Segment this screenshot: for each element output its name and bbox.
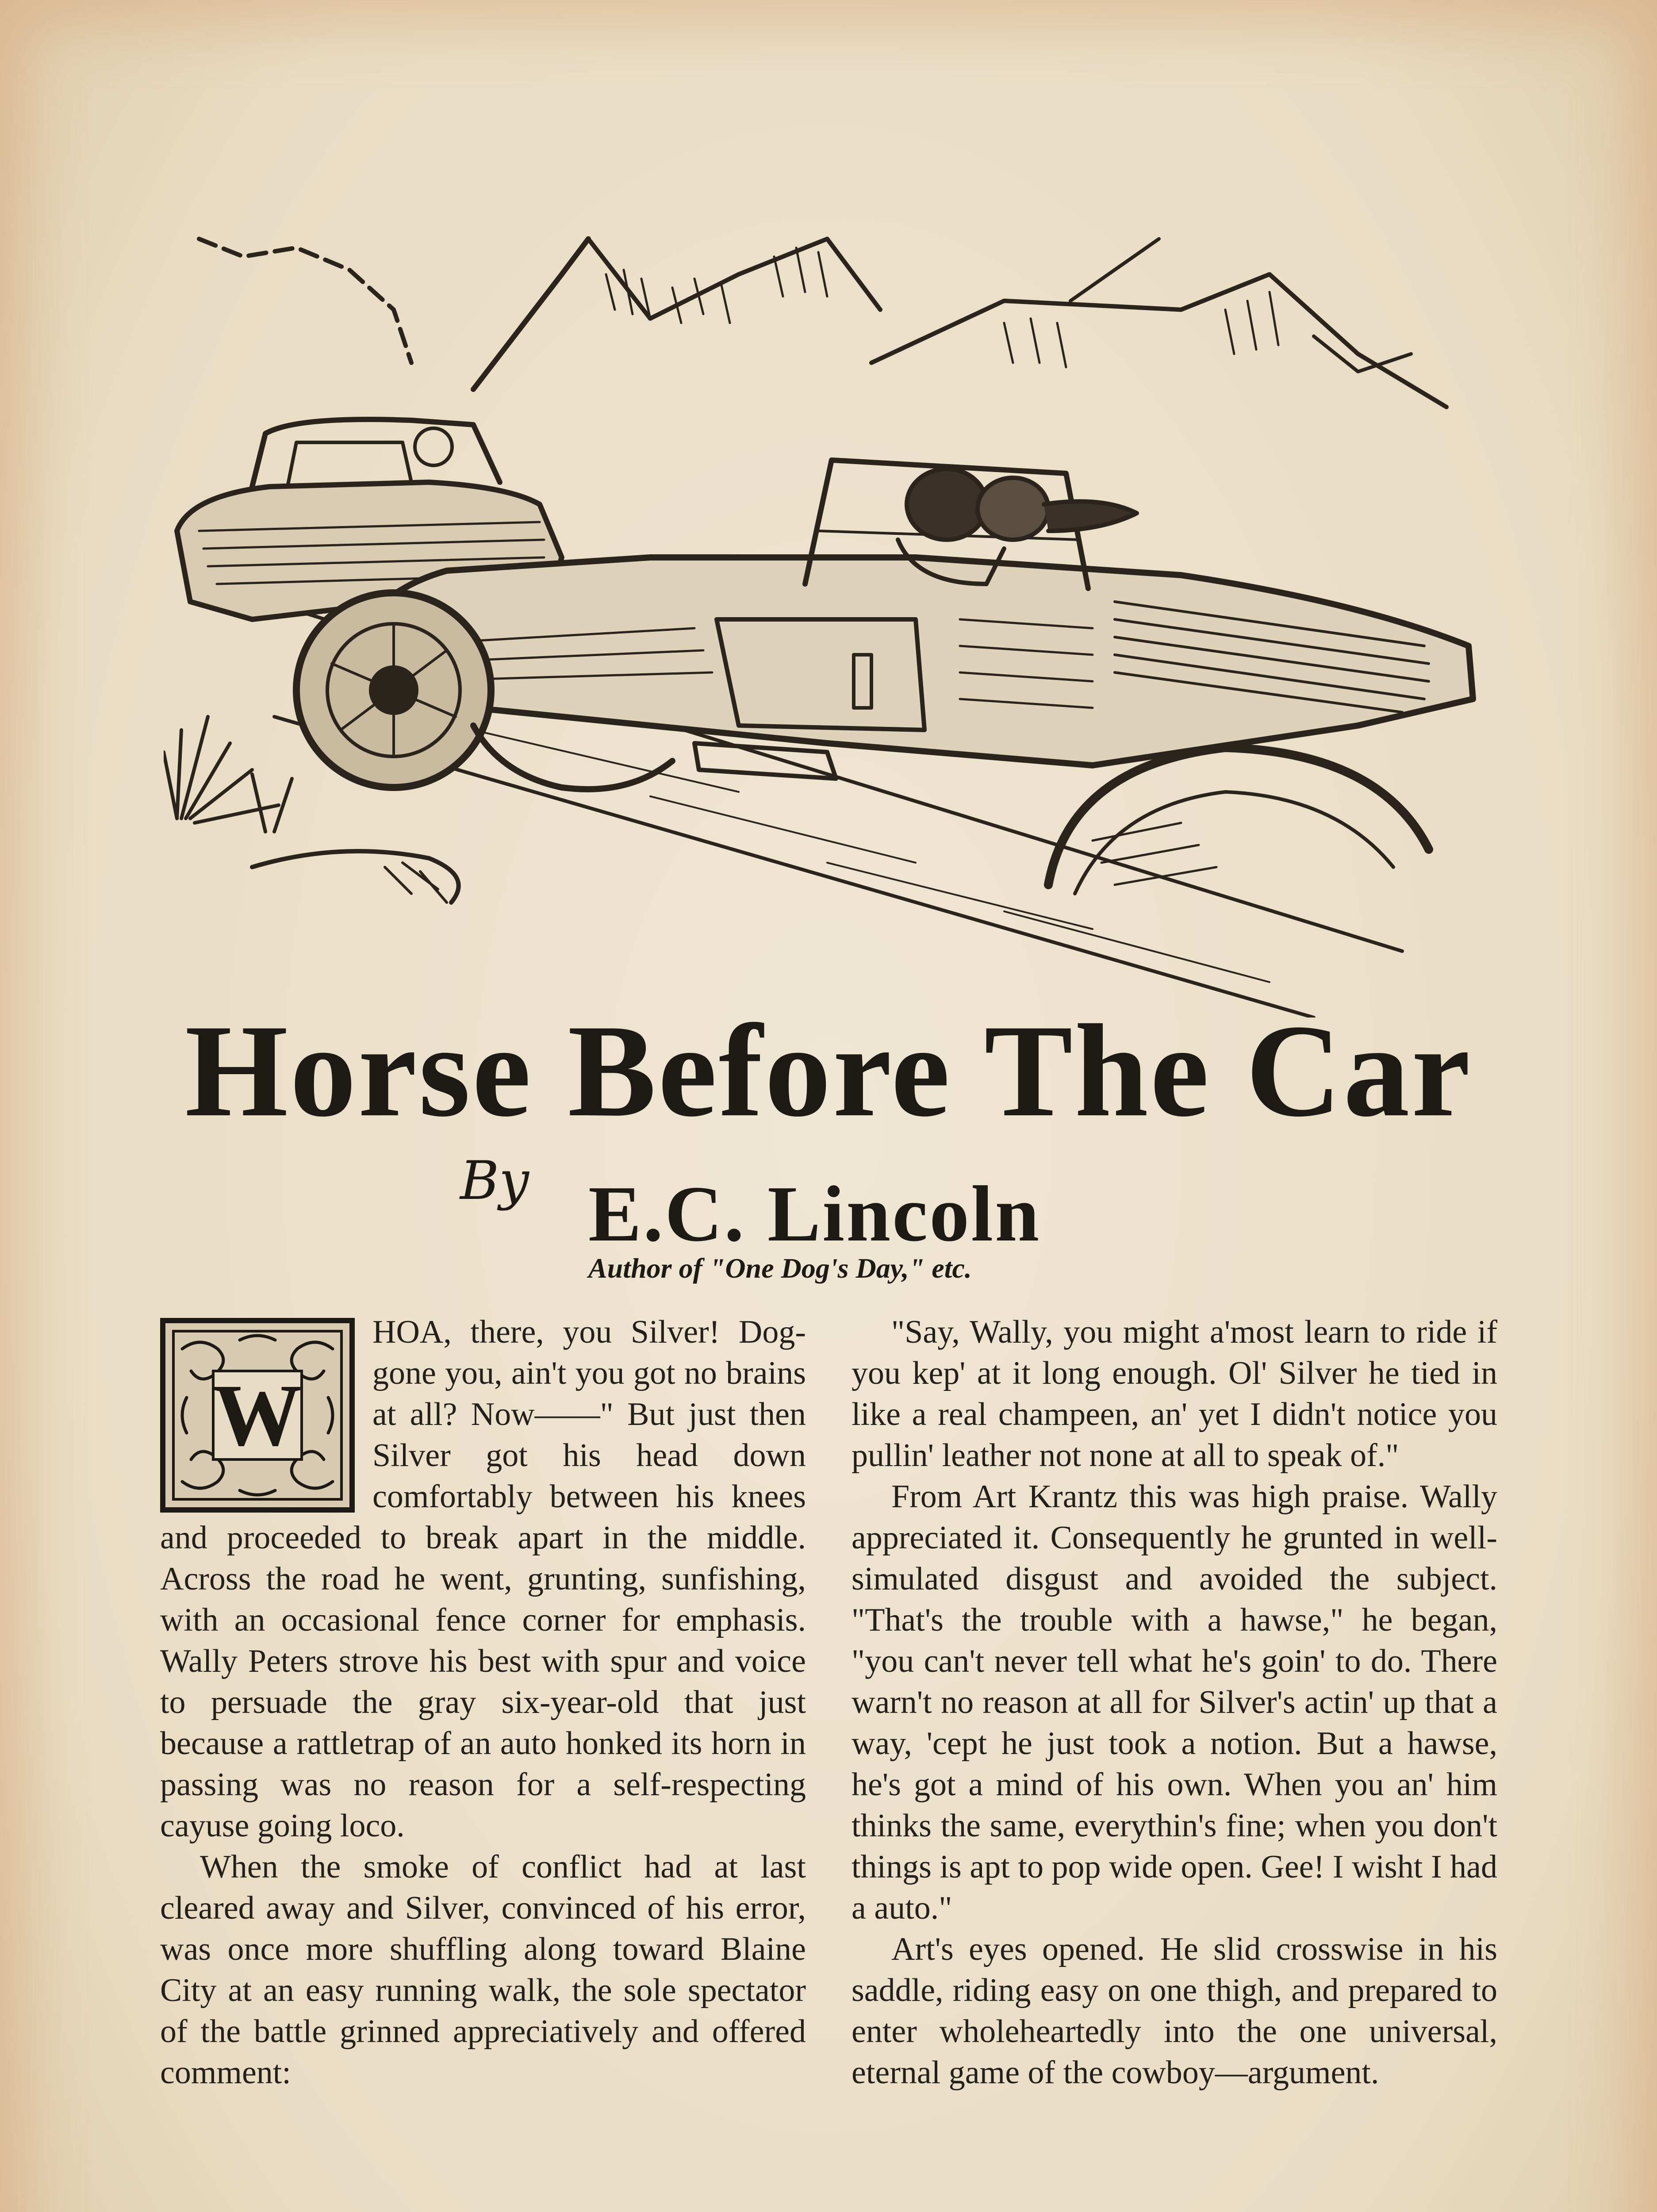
- paragraph: "Say, Wally, you might a'most learn to ride if you kep' at it long enough. Ol' Silver he tied in like a real champeen, an' yet I didn't notice you pullin' leather not none at all to speak of.": [852, 1314, 1497, 1474]
- byline-by: By: [460, 1150, 529, 1212]
- author-name: E.C. Lincoln: [588, 1170, 1041, 1258]
- drop-cap-letter: W: [213, 1366, 302, 1464]
- paragraph: When the smoke of conflict had at last cleared away and Silver, convinced of his error, was once more shuffling along toward Blaine City at an easy running walk, the sole spectator of the battle grinned appreciatively and offered comment:: [160, 1849, 806, 2091]
- right-column: [852, 1312, 1497, 2093]
- author-credit: Author of "One Dog's Day," etc.: [588, 1252, 972, 1284]
- drop-cap: [160, 1318, 355, 1513]
- story-title: Horse Before The Car: [185, 997, 1472, 1144]
- car-chase-illustration: [164, 221, 1491, 1018]
- paragraph: HOA, there, you Silver! Dog-gone you, ain't you got no brains at all? Now——" But just then Silver got his head down comfortably between his knees and proceeded to break apart in the middle. Across the road he went, grunting, sunfishing, with an occasional fence corner for emphasis. Wally Peters strove his best with spur and voice to persuade the gray six-year-old that just because a rattletrap of an auto honked its horn in passing was no reason for a self-respecting cayuse going loco.: [160, 1314, 806, 1844]
- left-column: [160, 1312, 806, 2093]
- paragraph: Art's eyes opened. He slid crosswise in his saddle, riding easy on one thigh, and prepared to enter wholeheartedly into the one universal, eternal game of the cowboy—argument.: [852, 1931, 1497, 2091]
- paragraph: From Art Krantz this was high praise. Wally appreciated it. Consequently he grunted in well-simulated disgust and avoided the subject. "That's the trouble with a hawse," he began, "you can't never tell what he's goin' to do. There warn't no reason at all for Silver's actin' up that a way, 'cept he just took a notion. But a hawse, he's got a mind of his own. When you an' him thinks the same, everythin's fine; when you don't things is apt to pop wide open. Gee! I wisht I had a auto.": [852, 1479, 1497, 1926]
